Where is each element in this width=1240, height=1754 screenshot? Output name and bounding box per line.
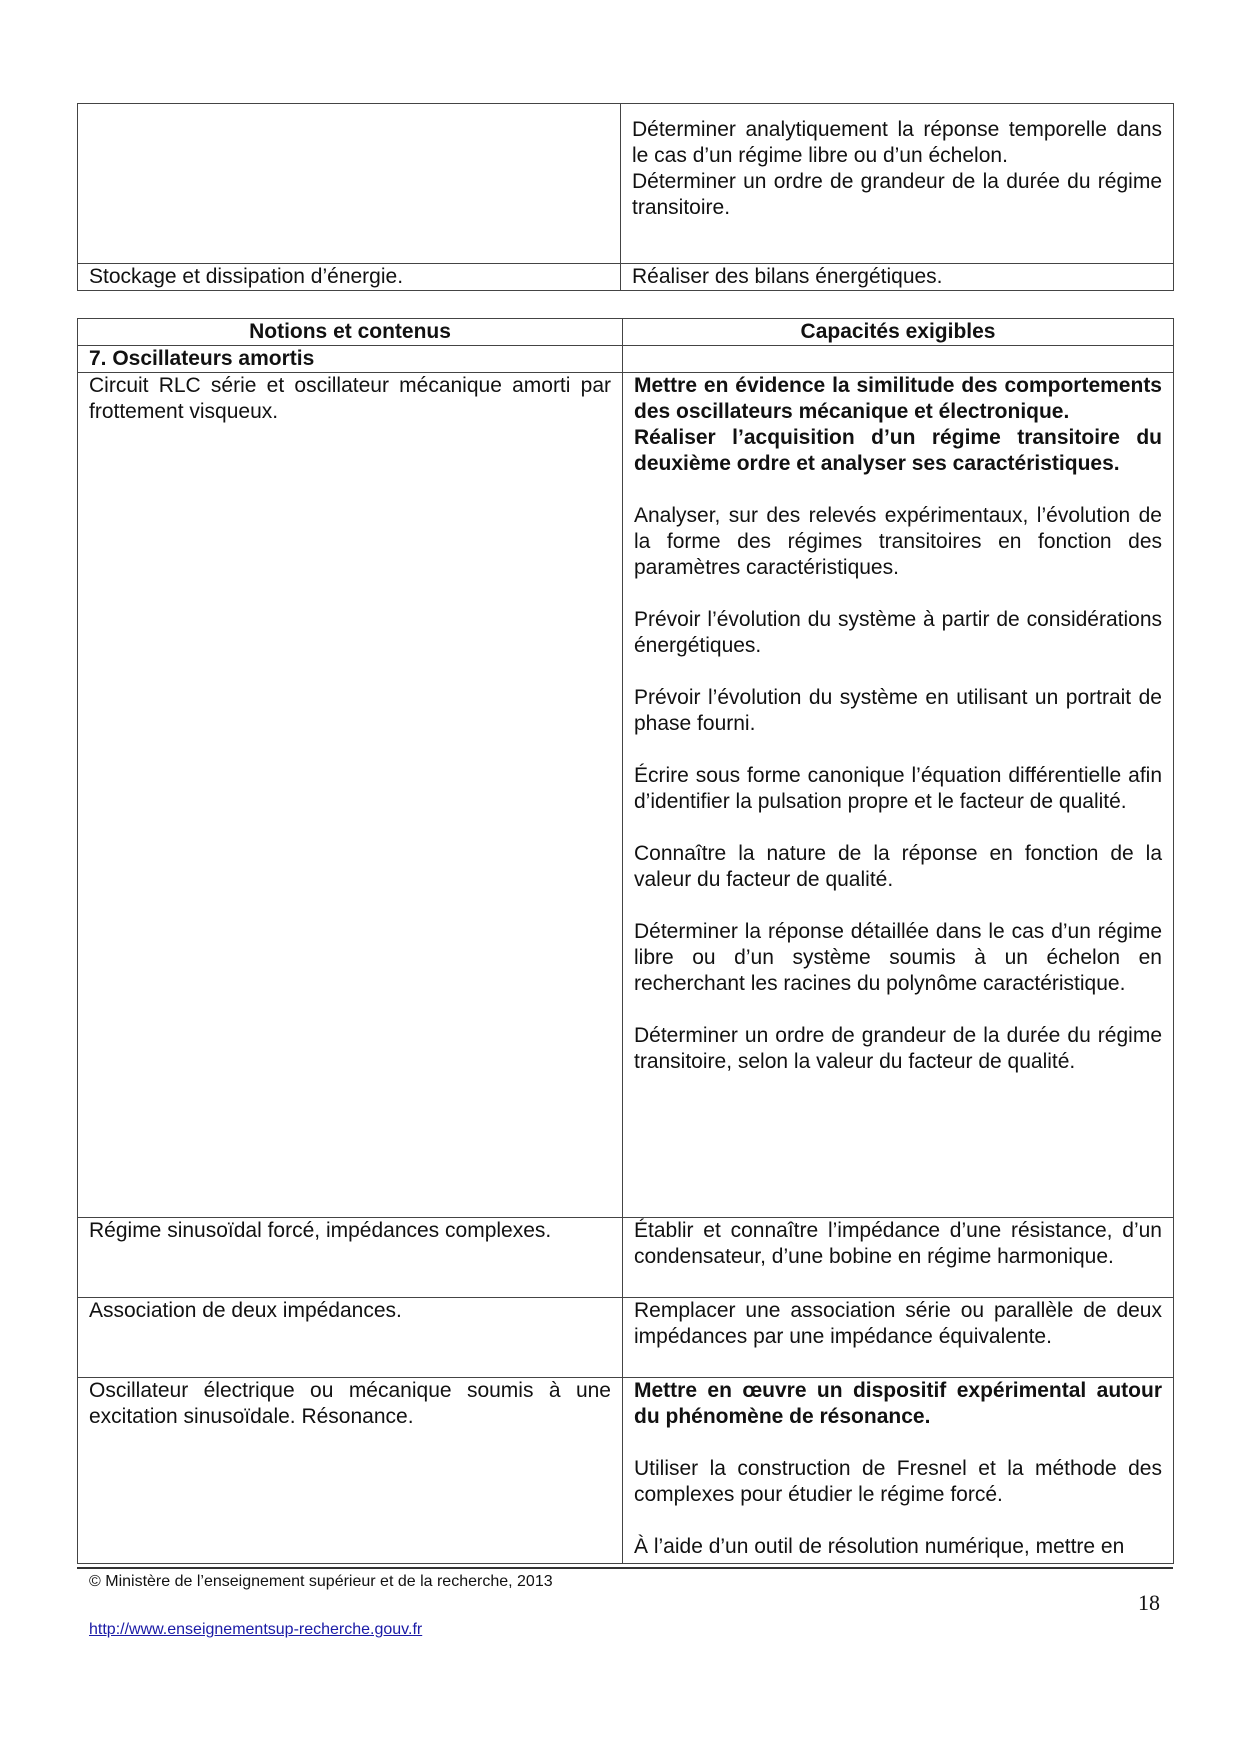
notions-cell: Régime sinusoïdal forcé, impédances complexes. xyxy=(78,1218,623,1298)
notions-cell: Stockage et dissipation d’énergie. xyxy=(78,264,621,291)
header-notions: Notions et contenus xyxy=(78,319,623,346)
capacite-bold-text: Réaliser l’acquisition d’un régime transitoire du deuxième ordre et analyser ses caractéristiques. xyxy=(634,426,1162,475)
notions-cell: Association de deux impédances. xyxy=(78,1298,623,1378)
capacites-cell: Remplacer une association série ou parallèle de deux impédances par une impédance équivalente. xyxy=(623,1298,1174,1378)
page-number: 18 xyxy=(1138,1590,1160,1615)
table-row xyxy=(78,1218,1174,1298)
capacite-text: Utiliser la construction de Fresnel et la méthode des complexes pour étudier le régime forcé. xyxy=(634,1457,1162,1506)
notions-cell xyxy=(78,104,621,264)
capacites-cell xyxy=(621,104,1174,264)
header-capacites: Capacités exigibles xyxy=(623,319,1174,346)
table-row xyxy=(78,264,1174,291)
continuation-table xyxy=(77,103,1174,291)
footer-url-link[interactable]: http://www.enseignementsup-recherche.gouv.fr xyxy=(89,1621,423,1638)
footer-copyright: © Ministère de l’enseignement supérieur et de la recherche, 2013 xyxy=(89,1573,553,1590)
capacite-text: À l’aide d’un outil de résolution numérique, mettre en xyxy=(634,1535,1125,1558)
table-row xyxy=(78,1298,1174,1378)
table-row xyxy=(78,373,1174,1218)
capacite-text: Déterminer un ordre de grandeur de la durée du régime transitoire. xyxy=(632,170,1162,219)
section-row xyxy=(78,346,1174,373)
capacite-bold-text: Mettre en évidence la similitude des comportements des oscillateurs mécanique et électronique. xyxy=(634,374,1162,423)
capacite-text: Analyser, sur des relevés expérimentaux, l’évolution de la forme des régimes transitoires en fonction des paramètres caractéristiques. xyxy=(634,504,1162,579)
capacites-cell: Établir et connaître l’impédance d’une résistance, d’un condensateur, d’une bobine en régime harmonique. xyxy=(623,1218,1174,1298)
notions-cell: Circuit RLC série et oscillateur mécanique amorti par frottement visqueux. xyxy=(78,373,623,1218)
capacite-text: Déterminer la réponse détaillée dans le cas d’un régime libre ou d’un système soumis à un échelon en recherchant les racines du polynôme caractéristique. xyxy=(634,920,1162,995)
capacites-cell: Réaliser des bilans énergétiques. xyxy=(621,264,1174,291)
empty-cell xyxy=(623,346,1174,373)
capacite-text: Déterminer analytiquement la réponse temporelle dans le cas d’un régime libre ou d’un échelon. xyxy=(632,118,1162,167)
capacite-text: Prévoir l’évolution du système à partir de considérations énergétiques. xyxy=(634,608,1162,657)
capacite-text: Déterminer un ordre de grandeur de la durée du régime transitoire, selon la valeur du facteur de qualité. xyxy=(634,1024,1162,1073)
capacites-cell xyxy=(623,373,1174,1218)
capacite-text: Connaître la nature de la réponse en fonction de la valeur du facteur de qualité. xyxy=(634,842,1162,891)
table-row xyxy=(78,1378,1174,1564)
capacite-text: Prévoir l’évolution du système en utilisant un portrait de phase fourni. xyxy=(634,686,1162,735)
table-header-row xyxy=(78,319,1174,346)
footer-divider xyxy=(77,1567,1173,1569)
programme-table xyxy=(77,318,1174,1564)
capacites-cell xyxy=(623,1378,1174,1564)
capacite-text: Écrire sous forme canonique l’équation différentielle afin d’identifier la pulsation propre et le facteur de qualité. xyxy=(634,764,1162,813)
notions-cell: Oscillateur électrique ou mécanique soumis à une excitation sinusoïdale. Résonance. xyxy=(78,1378,623,1564)
table-row xyxy=(78,104,1174,264)
capacite-bold-text: Mettre en œuvre un dispositif expérimental autour du phénomène de résonance. xyxy=(634,1379,1162,1428)
section-title: 7. Oscillateurs amortis xyxy=(78,346,623,373)
